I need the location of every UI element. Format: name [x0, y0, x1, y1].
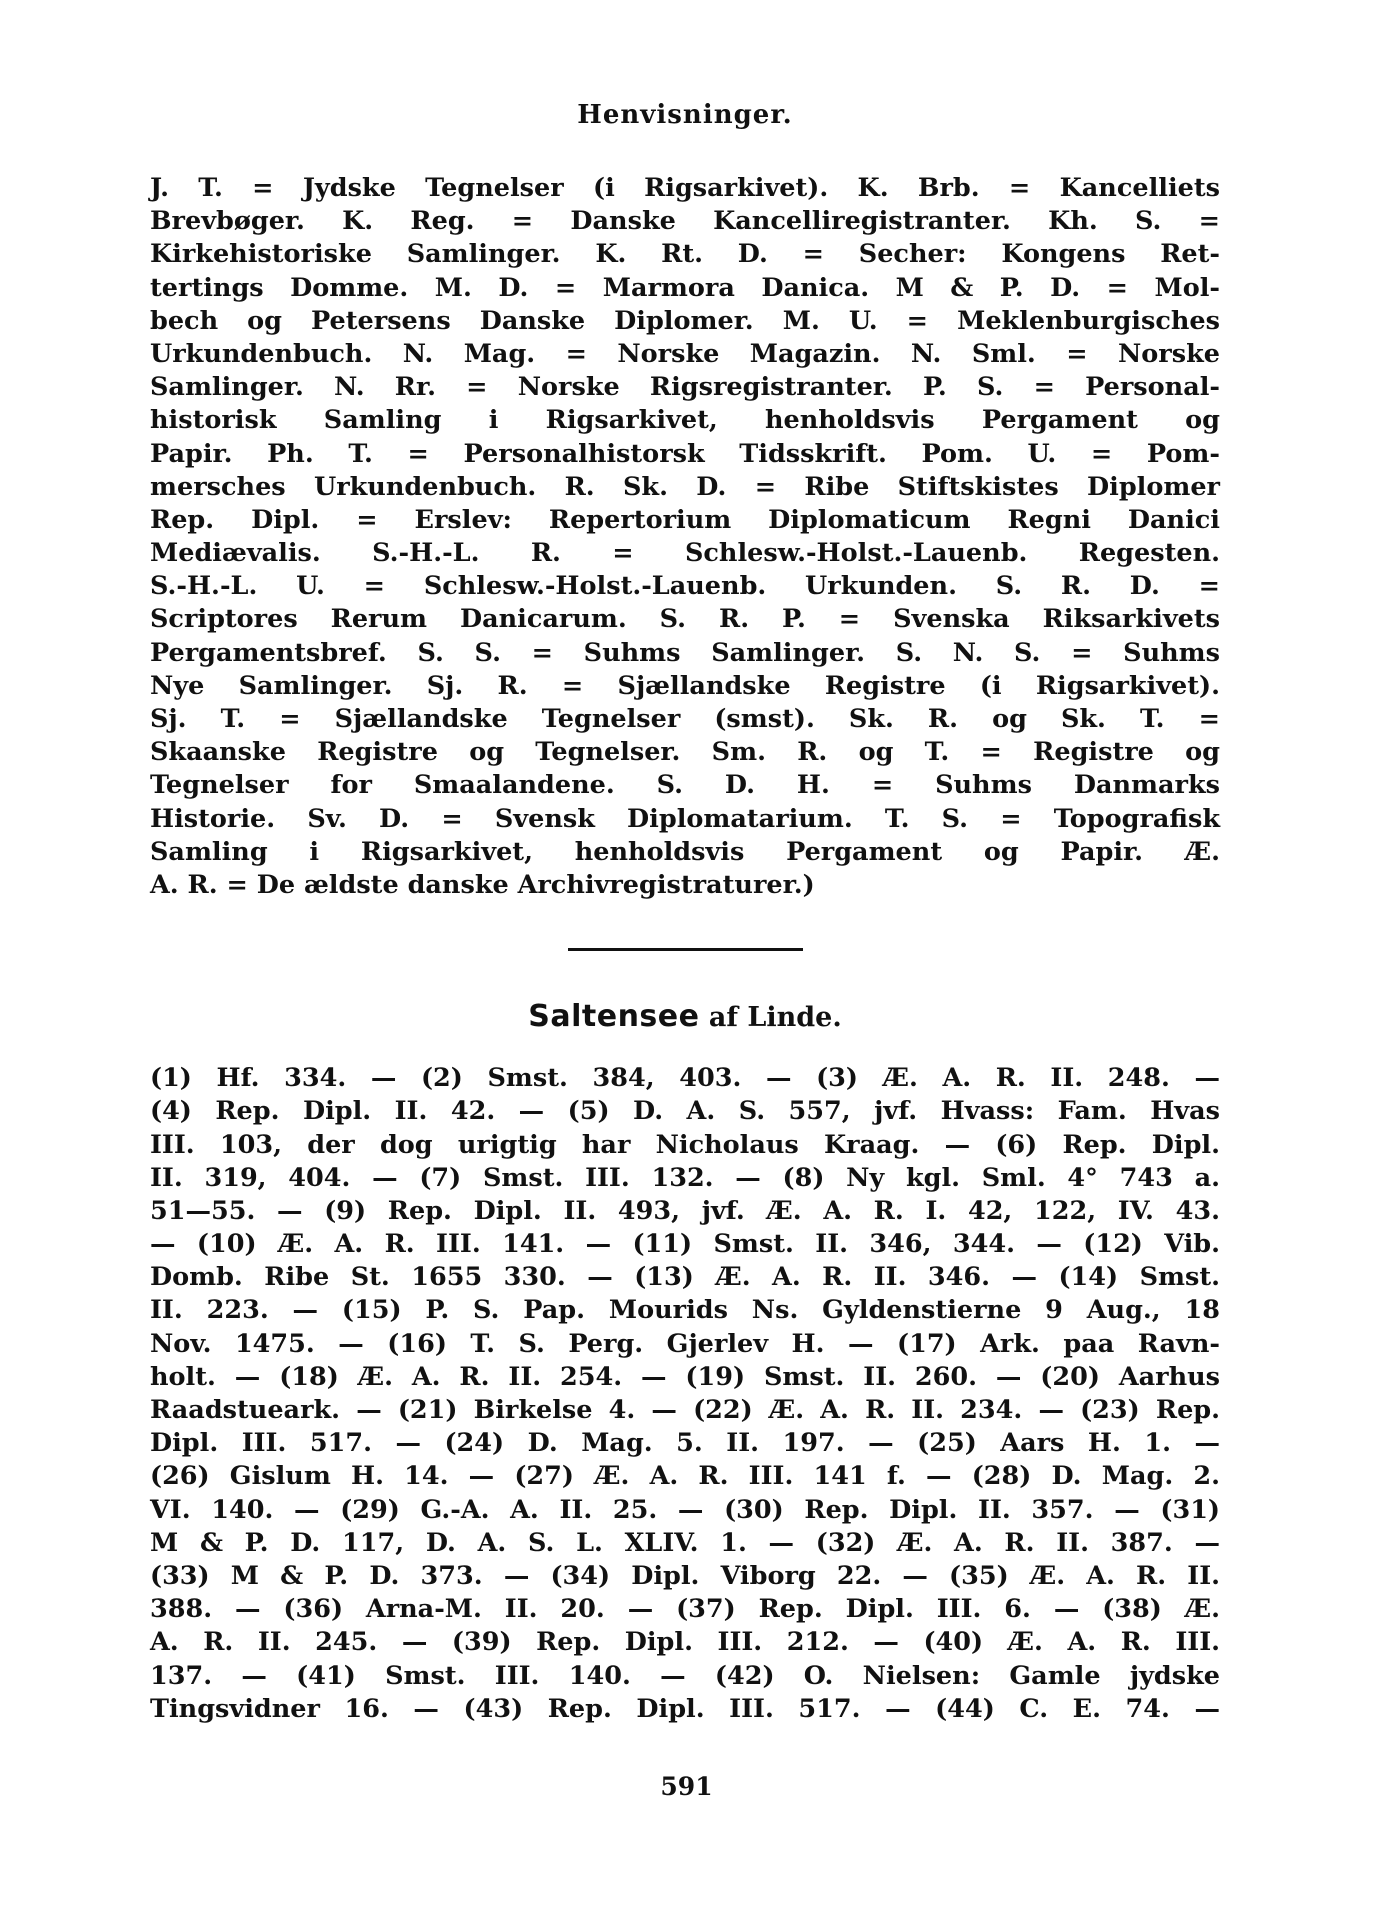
abbrev-line: Samlinger. N. Rr. = Norske Rigsregistranter. P. S. = Personal-	[150, 372, 1220, 403]
section-title-rest: af Linde.	[699, 1002, 842, 1034]
reference-line: Nov. 1475. — (16) T. S. Perg. Gjerlev H. — (17) Ark. paa Ravn-	[150, 1328, 1220, 1359]
reference-line: 137. — (41) Smst. III. 140. — (42) O. Nielsen: Gamle jydske	[150, 1660, 1220, 1691]
reference-line: M & P. D. 117, D. A. S. L. XLIV. 1. — (32) Æ. A. R. II. 387. —	[150, 1527, 1220, 1558]
abbrev-line: bech og Petersens Danske Diplomer. M. U. = Meklenburgisches	[150, 305, 1220, 336]
reference-line: Domb. Ribe St. 1655 330. — (13) Æ. A. R. II. 346. — (14) Smst.	[150, 1262, 1220, 1293]
abbrev-line: J. T. = Jydske Tegnelser (i Rigsarkivet). K. Brb. = Kancelliets	[150, 173, 1220, 203]
page-number: 591	[660, 1772, 713, 1801]
reference-line: holt. — (18) Æ. A. R. II. 254. — (19) Smst. II. 260. — (20) Aarhus	[150, 1361, 1220, 1392]
page-body	[150, 100, 1220, 1726]
abbrev-line: Rep. Dipl. = Erslev: Repertorium Diplomaticum Regni Danici	[150, 504, 1220, 535]
section-title-name: Saltensee	[528, 999, 700, 1035]
reference-line: (33) M & P. D. 373. — (34) Dipl. Viborg 22. — (35) Æ. A. R. II.	[150, 1560, 1220, 1591]
abbrev-line: Urkundenbuch. N. Mag. = Norske Magazin. N. Sml. = Norske	[150, 338, 1220, 369]
abbrev-line: historisk Samling i Rigsarkivet, henholdsvis Pergament og	[150, 405, 1220, 436]
reference-line: III. 103, der dog urigtig har Nicholaus Kraag. — (6) Rep. Dipl.	[150, 1129, 1220, 1160]
reference-line: 51—55. — (9) Rep. Dipl. II. 493, jvf. Æ. A. R. I. 42, 122, IV. 43.	[150, 1195, 1220, 1226]
abbrev-line: Historie. Sv. D. = Svensk Diplomatarium. T. S. = Topografisk	[150, 803, 1220, 834]
abbrev-line: mersches Urkundenbuch. R. Sk. D. = Ribe Stiftskistes Diplomer	[150, 471, 1220, 502]
reference-line: VI. 140. — (29) G.-A. A. II. 25. — (30) Rep. Dipl. II. 357. — (31)	[150, 1494, 1220, 1525]
abbrev-line: Pergamentsbref. S. S. = Suhms Samlinger. S. N. S. = Suhms	[150, 637, 1220, 668]
abbrev-line: Skaanske Registre og Tegnelser. Sm. R. og T. = Registre og	[150, 737, 1220, 768]
running-head: Henvisninger.	[577, 100, 793, 130]
references-paragraph	[150, 1062, 1220, 1726]
reference-line: Tingsvidner 16. — (43) Rep. Dipl. III. 517. — (44) C. E. 74. —	[150, 1693, 1220, 1724]
reference-line: (26) Gislum H. 14. — (27) Æ. A. R. III. 141 f. — (28) D. Mag. 2.	[150, 1461, 1220, 1492]
abbrev-line: A. R. = De ældste danske Archivregistraturer.)	[150, 869, 815, 900]
reference-line: Dipl. III. 517. — (24) D. Mag. 5. II. 197. — (25) Aars H. 1. —	[150, 1428, 1220, 1459]
abbrev-line: Samling i Rigsarkivet, henholdsvis Pergament og Papir. Æ.	[150, 836, 1220, 867]
reference-line: — (10) Æ. A. R. III. 141. — (11) Smst. II. 346, 344. — (12) Vib.	[150, 1229, 1220, 1260]
abbrev-line: Papir. Ph. T. = Personalhistorsk Tidsskrift. Pom. U. = Pom-	[150, 438, 1220, 469]
abbrev-line: Kirkehistoriske Samlinger. K. Rt. D. = Secher: Kongens Ret-	[150, 239, 1220, 270]
reference-line: (4) Rep. Dipl. II. 42. — (5) D. A. S. 557, jvf. Hvass: Fam. Hvas	[150, 1096, 1220, 1127]
reference-line: (1) Hf. 334. — (2) Smst. 384, 403. — (3) Æ. A. R. II. 248. —	[150, 1063, 1220, 1094]
abbrev-line: Nye Samlinger. Sj. R. = Sjællandske Registre (i Rigsarkivet).	[150, 670, 1220, 701]
abbrev-line: tertings Domme. M. D. = Marmora Danica. M & P. D. = Mol-	[150, 272, 1220, 303]
abbrev-line: Scriptores Rerum Danicarum. S. R. P. = Svenska Riksarkivets	[150, 604, 1220, 635]
reference-line: II. 223. — (15) P. S. Pap. Mourids Ns. Gyldenstierne 9 Aug., 18	[150, 1295, 1220, 1326]
abbrev-line: S.-H.-L. U. = Schlesw.-Holst.-Lauenb. Urkunden. S. R. D. =	[150, 571, 1220, 602]
section-title	[150, 999, 1220, 1034]
abbrev-line: Brevbøger. K. Reg. = Danske Kancelliregistranter. Kh. S. =	[150, 206, 1220, 237]
section-divider	[568, 948, 803, 951]
reference-line: 388. — (36) Arna-M. II. 20. — (37) Rep. Dipl. III. 6. — (38) Æ.	[150, 1594, 1220, 1625]
abbrev-line: Tegnelser for Smaalandene. S. D. H. = Suhms Danmarks	[150, 770, 1220, 801]
abbrev-line: Sj. T. = Sjællandske Tegnelser (smst). Sk. R. og Sk. T. =	[150, 704, 1220, 734]
abbrev-line: Mediævalis. S.-H.-L. R. = Schlesw.-Holst.-Lauenb. Regesten.	[150, 538, 1220, 569]
abbreviations-paragraph	[150, 172, 1220, 902]
reference-line: Raadstueark. — (21) Birkelse 4. — (22) Æ. A. R. II. 234. — (23) Rep.	[150, 1395, 1220, 1425]
reference-line: II. 319, 404. — (7) Smst. III. 132. — (8) Ny kgl. Sml. 4° 743 a.	[150, 1162, 1220, 1193]
reference-line: A. R. II. 245. — (39) Rep. Dipl. III. 212. — (40) Æ. A. R. III.	[150, 1627, 1220, 1658]
